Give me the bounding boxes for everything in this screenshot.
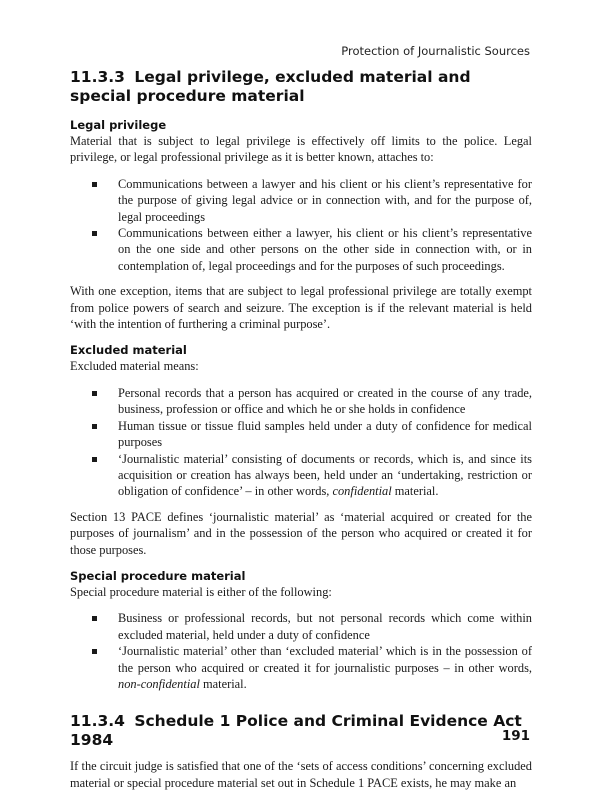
running-header: Protection of Journalistic Sources <box>341 44 530 58</box>
bullet-icon <box>92 182 97 187</box>
list-item-text: ‘Journalistic material’ consisting of documents or records, which is, and since its acquisition or creation has always been, held under an ‘undertaking, restriction or obligation of confidence’ – in other words, <box>118 451 532 499</box>
list-item <box>118 385 532 418</box>
special-procedure-heading: Special procedure material <box>70 568 246 583</box>
excluded-material-heading: Excluded material <box>70 343 187 358</box>
excluded-material-intro: Excluded material means: <box>70 359 199 374</box>
list-item-tail: material. <box>391 484 439 499</box>
page-content <box>70 68 532 791</box>
list-item-emphasis: non-confidential <box>118 676 200 691</box>
special-procedure-list <box>70 610 532 692</box>
section-number: 11.3.4 <box>70 712 125 731</box>
legal-privilege-block <box>70 118 532 332</box>
special-procedure-block <box>70 569 532 692</box>
list-item-text: Human tissue or tissue fluid samples held under a duty of confidence for medical purposes <box>118 418 532 450</box>
section-title-11-3-3 <box>70 68 532 106</box>
section-title-text: Legal privilege, excluded material and special procedure material <box>70 68 471 105</box>
excluded-material-list <box>70 385 532 500</box>
section-number: 11.3.3 <box>70 68 125 86</box>
legal-privilege-heading: Legal privilege <box>70 118 167 132</box>
list-item <box>118 643 532 692</box>
legal-privilege-intro: Material that is subject to legal privilege is effectively off limits to the police. Legal privilege, or legal professional privilege as it is better known, attaches to: <box>70 134 532 165</box>
list-item-tail: material. <box>199 676 247 691</box>
list-item-text: ‘Journalistic material’ other than ‘excluded material’ which is in the possession of the person who acquired or created it for journalistic purposes – in other words, <box>118 644 532 675</box>
excluded-material-closing: Section 13 PACE defines ‘journalistic material’ as ‘material acquired or created for the purposes of journalism’ and in the possession of the person who acquired or created it for those purposes. <box>70 509 532 557</box>
bullet-icon <box>92 457 97 462</box>
list-item-text: Communications between either a lawyer, his client or his client’s representative on the one side and other persons on the other side in connection with, or in contemplation of, legal proceedings and for the purposes of such proceedings. <box>118 226 532 273</box>
list-item <box>118 451 532 500</box>
bullet-icon <box>92 424 97 429</box>
section-title-11-3-4 <box>70 712 532 750</box>
page-number: 191 <box>501 728 530 744</box>
list-item <box>118 610 532 643</box>
section-title-text: Schedule 1 Police and Criminal Evidence Act 1984 <box>70 712 522 750</box>
list-item <box>118 176 532 225</box>
excluded-material-block <box>70 343 532 557</box>
list-item-text: Personal records that a person has acquired or created in the course of any trade, business, profession or office and which he or she holds in confidence <box>118 385 532 417</box>
schedule-1-body: If the circuit judge is satisfied that one of the ‘sets of access conditions’ concerning excluded material or special procedure material set out in Schedule 1 PACE exists, he may make an <box>70 759 532 790</box>
bullet-icon <box>92 231 97 236</box>
list-item <box>118 418 532 451</box>
bullet-icon <box>92 649 97 654</box>
bullet-icon <box>92 391 97 396</box>
list-item <box>118 225 532 274</box>
bullet-icon <box>92 616 97 621</box>
special-procedure-intro: Special procedure material is either of the following: <box>70 584 332 599</box>
list-item-text: Communications between a lawyer and his client or his client’s representative for the purpose of giving legal advice or in connection with, and for the purpose of, legal proceedings <box>118 176 532 224</box>
legal-privilege-closing: With one exception, items that are subject to legal professional privilege are totally exempt from police powers of search and seizure. The exception is if the relevant material is held ‘with the intention of furthering a criminal purpose’. <box>70 284 532 332</box>
legal-privilege-list <box>70 176 532 274</box>
list-item-text: Business or professional records, but not personal records which come within excluded material, held under a duty of confidence <box>118 611 532 642</box>
list-item-emphasis: confidential <box>332 484 392 499</box>
